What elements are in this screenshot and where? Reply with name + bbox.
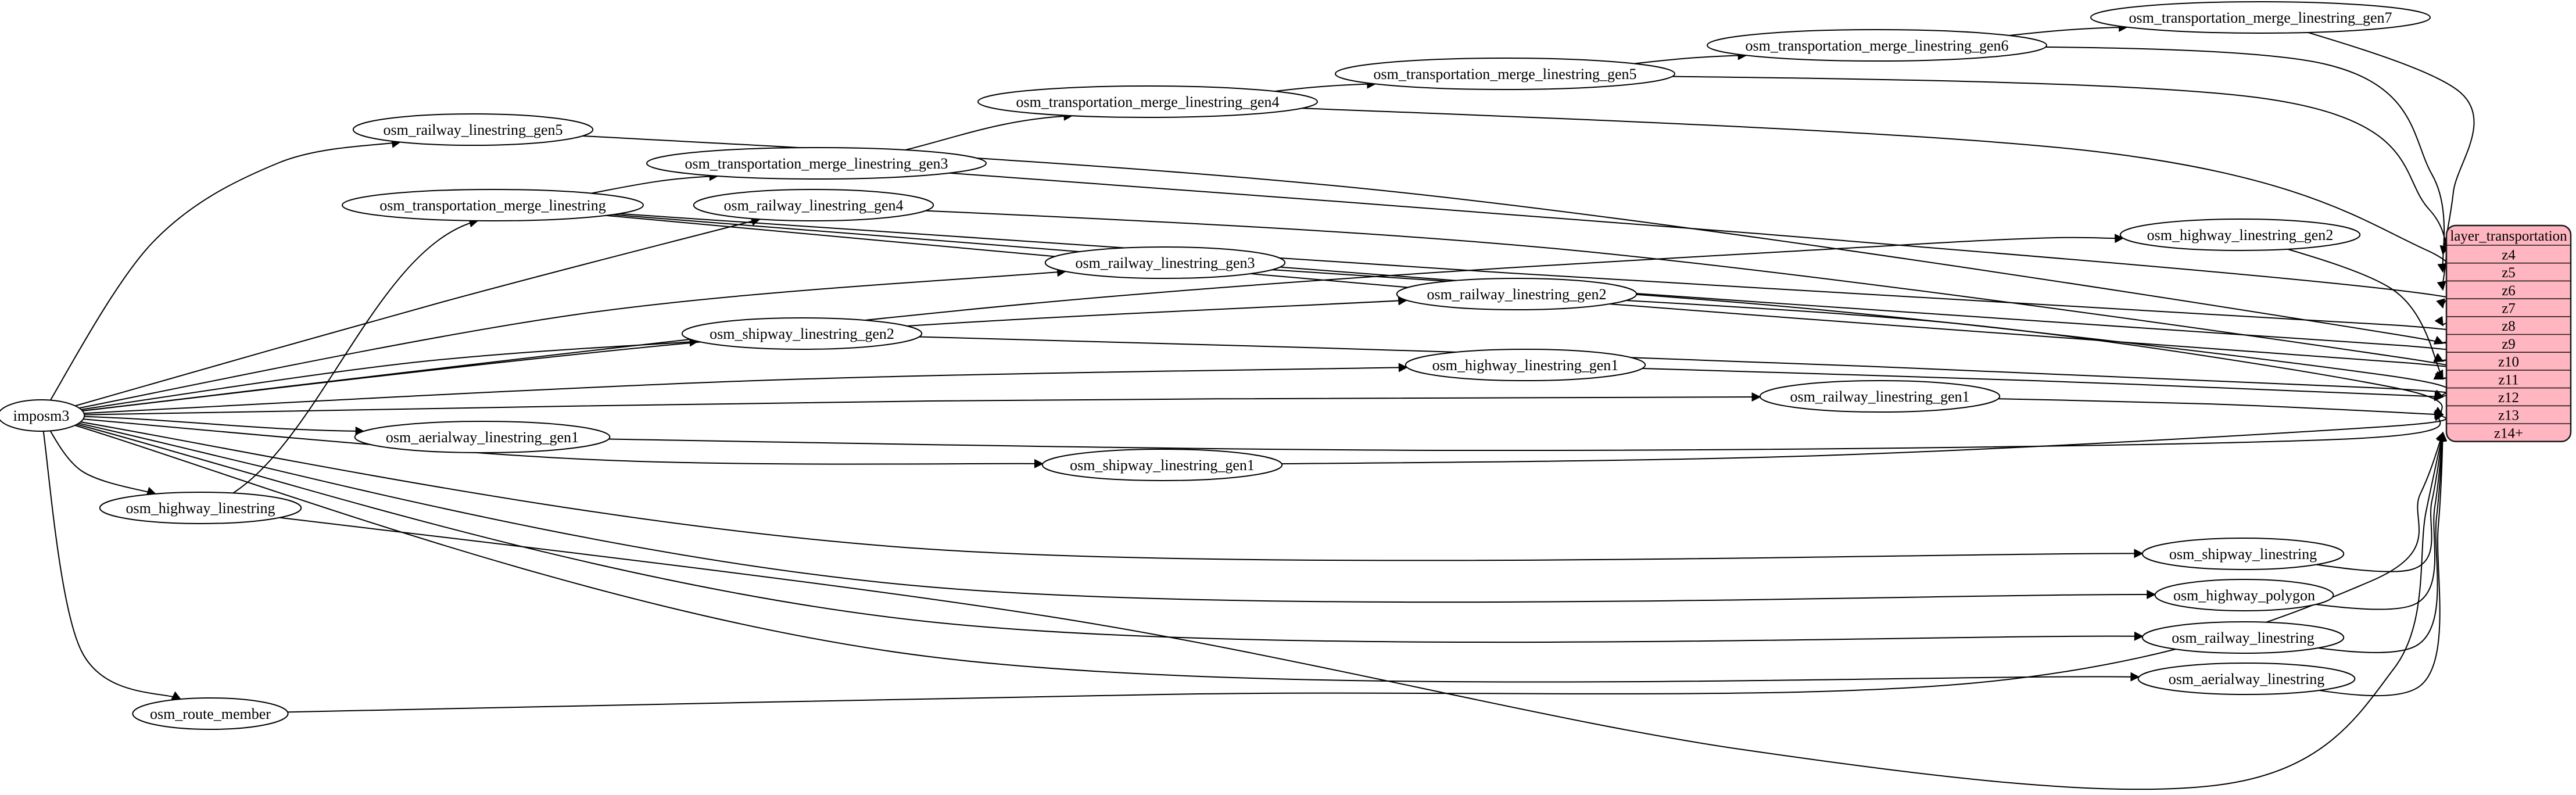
- node-merge_gen7: [2091, 2, 2430, 33]
- edge-highway_linestring-to-merge: [200, 221, 478, 508]
- node-aerialway_gen1: [355, 421, 610, 453]
- node-shipway_gen2: [682, 318, 922, 349]
- node-highway_gen2: [2120, 219, 2360, 250]
- node-label-aerialway_linestring: osm_aerialway_linestring: [2168, 671, 2325, 687]
- node-label-railway_gen5: osm_railway_linestring_gen5: [383, 121, 563, 138]
- table-row-z13: z13: [2498, 407, 2520, 424]
- node-merge_gen4: [978, 86, 1317, 117]
- table-row-z12: z12: [2498, 389, 2520, 406]
- node-label-shipway_linestring: osm_shipway_linestring: [2169, 546, 2317, 563]
- node-label-shipway_gen2: osm_shipway_linestring_gen2: [710, 325, 894, 342]
- edge-imposm3-to-railway_gen3: [41, 271, 1066, 416]
- node-highway_linestring: [100, 492, 301, 524]
- node-label-railway_gen2: osm_railway_linestring_gen2: [1427, 286, 1607, 303]
- table-row-z7: z7: [2502, 300, 2516, 317]
- node-label-merge_gen3: osm_transportation_merge_linestring_gen3: [685, 155, 948, 172]
- node-label-highway_gen1: osm_highway_linestring_gen1: [1432, 357, 1619, 374]
- node-route_member: [132, 698, 288, 729]
- edge-highway_linestring-to-layer_transportation-z14+: [200, 432, 2443, 789]
- table-row-z10: z10: [2498, 354, 2520, 370]
- node-label-merge: osm_transportation_merge_linestring: [379, 197, 606, 214]
- node-label-highway_linestring: osm_highway_linestring: [126, 500, 275, 517]
- edge-aerialway_gen1-to-layer_transportation-z13: [482, 415, 2443, 450]
- node-railway_gen4: [694, 189, 933, 221]
- table-row-z9: z9: [2502, 336, 2516, 352]
- node-label-merge_gen4: osm_transportation_merge_linestring_gen4: [1016, 94, 1280, 110]
- node-railway_gen5: [353, 114, 593, 145]
- table-layer_transportation: [2446, 225, 2571, 442]
- table-row-z5: z5: [2502, 265, 2516, 281]
- node-label-merge_gen5: osm_transportation_merge_linestring_gen5: [1373, 66, 1637, 83]
- node-railway_gen1: [1760, 381, 2000, 412]
- node-label-railway_gen1: osm_railway_linestring_gen1: [1790, 388, 1970, 405]
- edge-imposm3-to-railway_gen5: [41, 142, 400, 416]
- edge-imposm3-to-railway_gen1: [41, 397, 1760, 416]
- edge-merge_gen4-to-layer_transportation-z7: [1148, 102, 2456, 307]
- node-label-merge_gen6: osm_transportation_merge_linestring_gen6: [1745, 37, 2009, 54]
- edge-shipway_gen1-to-layer_transportation-z13: [1162, 415, 2446, 465]
- table-layer: [2446, 225, 2571, 442]
- table-row-z11: z11: [2498, 372, 2519, 388]
- node-railway_linestring: [2143, 622, 2344, 653]
- table-header-layer_transportation: layer_transportation: [2450, 228, 2567, 244]
- node-label-route_member: osm_route_member: [150, 706, 271, 722]
- node-highway_gen1: [1406, 349, 1645, 381]
- node-merge_gen6: [1707, 30, 2047, 61]
- edge-imposm3-to-railway_linestring: [41, 416, 2143, 642]
- table-row-z8: z8: [2502, 318, 2516, 335]
- node-imposm3: [0, 400, 84, 431]
- node-merge: [342, 189, 643, 221]
- node-shipway_gen1: [1042, 449, 1282, 481]
- table-row-z14+: z14+: [2493, 425, 2524, 442]
- nodes-layer: [0, 2, 2430, 729]
- table-row-z6: z6: [2502, 282, 2516, 299]
- node-railway_gen3: [1045, 247, 1285, 278]
- edge-merge_gen7-to-layer_transportation-z4: [2260, 17, 2474, 254]
- node-label-merge_gen7: osm_transportation_merge_linestring_gen7: [2129, 9, 2392, 26]
- edge-highway_gen2-to-layer_transportation-z11: [2240, 235, 2443, 379]
- edge-imposm3-to-railway_gen2: [41, 300, 1407, 416]
- table-row-z4: z4: [2502, 247, 2516, 263]
- node-railway_gen2: [1397, 278, 1636, 310]
- node-highway_polygon: [2155, 579, 2334, 611]
- node-label-railway_linestring: osm_railway_linestring: [2172, 629, 2315, 646]
- node-label-imposm3: imposm3: [13, 407, 70, 424]
- node-label-highway_gen2: osm_highway_linestring_gen2: [2147, 227, 2334, 243]
- node-merge_gen5: [1335, 58, 1675, 89]
- node-label-railway_gen3: osm_railway_linestring_gen3: [1075, 255, 1255, 271]
- node-label-railway_gen4: osm_railway_linestring_gen4: [723, 197, 904, 214]
- node-label-highway_polygon: osm_highway_polygon: [2173, 587, 2316, 604]
- edge-route_member-to-layer_transportation-z14+: [210, 432, 2443, 714]
- edge-imposm3-to-route_member: [41, 416, 181, 699]
- node-shipway_linestring: [2143, 538, 2344, 570]
- node-aerialway_linestring: [2138, 663, 2355, 694]
- edge-imposm3-to-railway_gen4: [41, 219, 760, 416]
- node-merge_gen3: [647, 148, 986, 179]
- node-label-aerialway_gen1: osm_aerialway_linestring_gen1: [385, 429, 579, 446]
- node-label-shipway_gen1: osm_shipway_linestring_gen1: [1070, 457, 1255, 474]
